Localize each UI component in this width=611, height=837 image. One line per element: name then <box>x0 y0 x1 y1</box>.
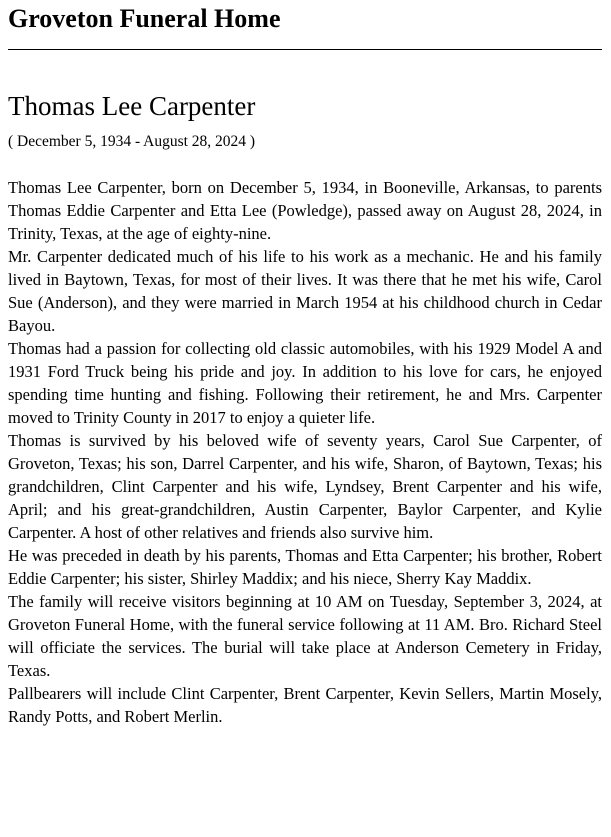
site-header <box>8 4 602 50</box>
obituary-paragraph-hobbies: Thomas had a passion for collecting old classic automobiles, with his 1929 Model A and 1931 Ford Truck being his pride and joy. In addition to his love for cars, he enjoyed spending time hunting and fishing. Following their retirement, he and Mrs. Carpenter moved to Trinity County in 2017 to enjoy a quieter life. <box>8 339 602 427</box>
obituary-paragraph-career: Mr. Carpenter dedicated much of his life to his work as a mechanic. He and his family lived in Baytown, Texas, for most of their lives. It was there that he met his wife, Carol Sue (Anderson), and they were married in March 1954 at his childhood church in Cedar Bayou. <box>8 247 602 335</box>
deceased-name: Thomas Lee Carpenter <box>8 91 256 121</box>
life-dates: ( December 5, 1934 - August 28, 2024 ) <box>8 133 256 150</box>
site-title: Groveton Funeral Home <box>8 4 281 33</box>
obituary <box>8 90 602 728</box>
obituary-paragraph-survivors: Thomas is survived by his beloved wife of seventy years, Carol Sue Carpenter, of Groveton, Texas; his son, Darrel Carpenter, and his wife, Sharon, of Baytown, Texas; his grandchildren, Clint Carpenter and his wife, Lyndsey, Brent Carpenter and his wife, April; and his great-grandchildren, Austin Carpenter, Baylor Carpenter, and Kylie Carpenter. A host of other relatives and friends also survive him. <box>8 431 602 542</box>
obituary-paragraph-services: The family will receive visitors beginning at 10 AM on Tuesday, September 3, 2024, at Groveton Funeral Home, with the funeral service following at 11 AM. Bro. Richard Steel will officiate the services. The burial will take place at Anderson Cemetery in Friday, Texas. <box>8 592 602 680</box>
obituary-paragraph-pallbearers: Pallbearers will include Clint Carpenter, Brent Carpenter, Kevin Sellers, Martin Mosely, Randy Potts, and Robert Merlin. <box>8 684 602 726</box>
header-divider <box>8 49 602 50</box>
obituary-paragraph-preceded: He was preceded in death by his parents, Thomas and Etta Carpenter; his brother, Robert Eddie Carpenter; his sister, Shirley Maddix; and his niece, Sherry Kay Maddix. <box>8 546 602 588</box>
obituary-paragraph-birth: Thomas Lee Carpenter, born on December 5, 1934, in Booneville, Arkansas, to parents Thomas Eddie Carpenter and Etta Lee (Powledge), passed away on August 28, 2024, in Trinity, Texas, at the age of eighty-nine. <box>8 178 602 243</box>
obituary-body <box>8 176 602 728</box>
page <box>0 4 611 728</box>
